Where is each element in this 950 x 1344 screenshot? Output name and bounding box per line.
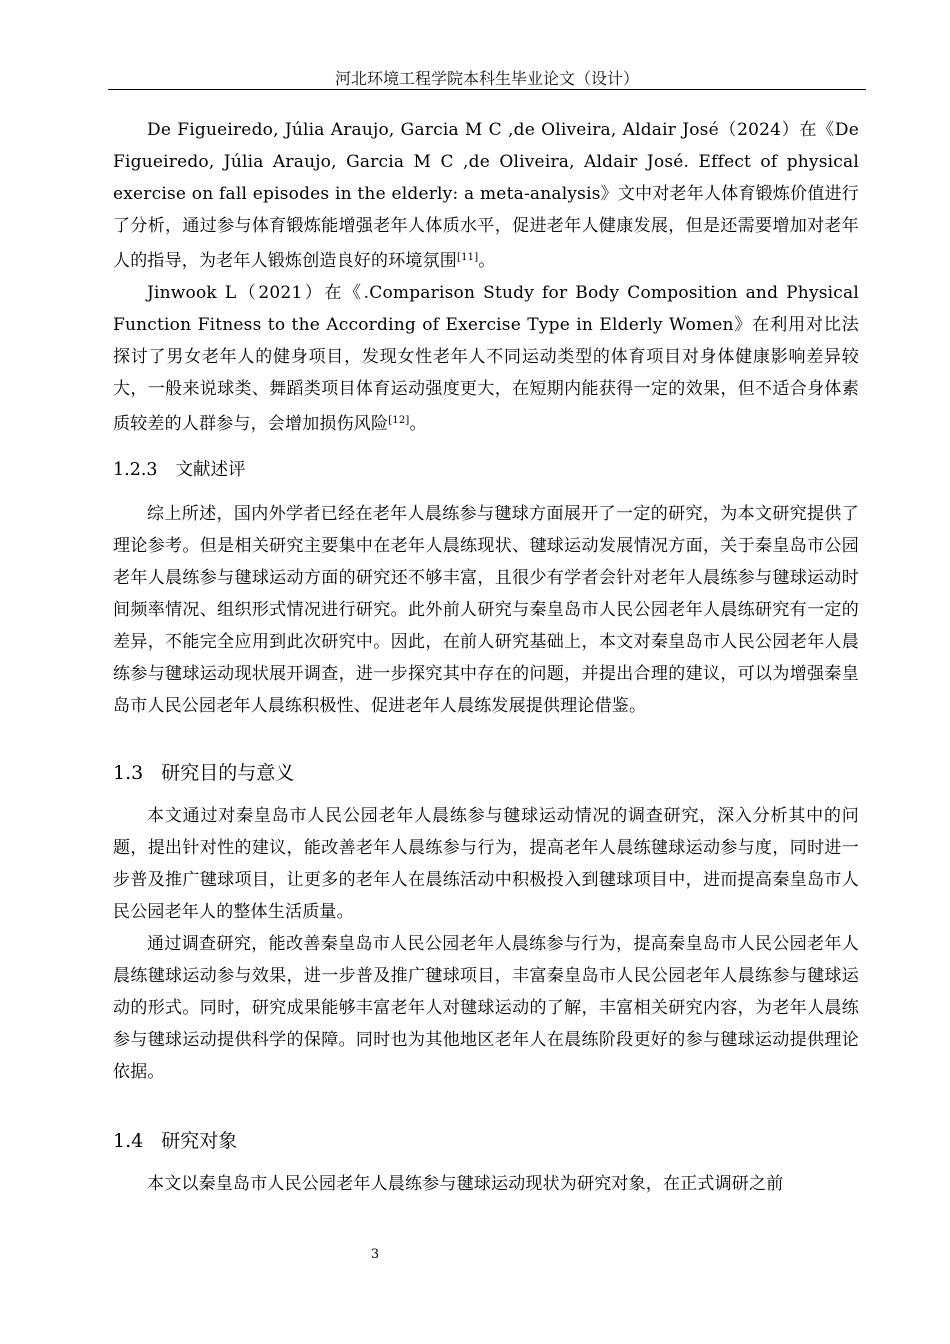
citation: [11] [457,252,479,263]
heading-1-2-3 [113,458,859,482]
paragraph-text: De Figueiredo, Júlia Araujo, Garcia M C ,de Oliveira, Aldair José（2024）在《De Figueiredo, Júlia Araujo, Garcia M C ,de Oliveira, Aldair José. Effect of physical exercise on fall episodes in the elderly: a meta-analysis》文中对老年人体育锻炼价值进行了分析，通过参与体育锻炼能增强老年人体质水平，促进老年人健康发展，但是还需要增加对老年人的指导，为老年人锻炼创造良好的环境氛围 [113,120,859,271]
heading-1-3 [113,760,859,786]
paragraph-end: 。 [409,414,427,434]
heading-number: 1.2.3 [113,460,158,480]
heading-number: 1.4 [113,1130,144,1152]
heading-title: 文献述评 [175,460,246,480]
paragraph-end: 。 [478,251,496,271]
heading-title: 研究目的与意义 [161,762,295,784]
heading-number: 1.3 [113,762,144,784]
page-number: 3 [370,1247,380,1262]
document-body [113,114,859,1200]
citation: [12] [388,415,410,426]
paragraph-purpose: 本文通过对秦皇岛市人民公园老年人晨练参与毽球运动情况的调查研究，深入分析其中的问题，提出针对性的建议，能改善老年人晨练参与行为，提高老年人晨练毽球运动参与度，同时进一步普及推广毽球项目，让更多的老年人在晨练活动中积极投入到毽球项目中，进而提高秦皇岛市人民公园老年人的整体生活质量。 [113,806,859,922]
paragraph-review: 综上所述，国内外学者已经在老年人晨练参与毽球方面展开了一定的研究，为本文研究提供了理论参考。但是相关研究主要集中在老年人晨练现状、毽球运动发展情况方面，关于秦皇岛市公园老年人晨练参与毽球运动方面的研究还不够丰富，且很少有学者会针对老年人晨练参与毽球运动时间频率情况、组织形式情况进行研究。此外前人研究与秦皇岛市人民公园老年人晨练研究有一定的差异，不能完全应用到此次研究中。因此，在前人研究基础上，本文对秦皇岛市人民公园老年人晨练参与毽球运动现状展开调查，进一步探究其中存在的问题，并提出合理的建议，可以为增强秦皇岛市人民公园老年人晨练积极性、促进老年人晨练发展提供理论借鉴。 [113,504,859,716]
paragraph-significance: 通过调查研究，能改善秦皇岛市人民公园老年人晨练参与行为，提高秦皇岛市人民公园老年人晨练毽球运动参与效果，进一步普及推广毽球项目，丰富秦皇岛市人民公园老年人晨练参与毽球运动的形式。同时，研究成果能够丰富老年人对毽球运动的了解，丰富相关研究内容，为老年人晨练参与毽球运动提供科学的保障。同时也为其他地区老年人在晨练阶段更好的参与毽球运动提供理论依据。 [113,934,859,1082]
page-header: 河北环境工程学院本科生毕业论文（设计） [334,69,639,88]
header-divider [108,89,866,90]
paragraph-text: Jinwook L（2021）在《.Comparison Study for Body Composition and Physical Function Fitness to the According of Exercise Type in Elderly Women》在利用对比法探讨了男女老年人的健身项目，发现女性老年人不同运动类型的体育项目对身体健康影响差异较大，一般来说球类、舞蹈类项目体育运动强度更大，在短期内能获得一定的效果，但不适合身体素质较差的人群参与，会增加损伤风险 [113,283,859,434]
paragraph-jinwook [113,277,859,440]
heading-title: 研究对象 [161,1130,238,1152]
paragraph-subject: 本文以秦皇岛市人民公园老年人晨练参与毽球运动现状为研究对象，在正式调研之前 [147,1174,784,1194]
paragraph-figueiredo [113,114,859,277]
heading-1-4 [113,1128,859,1154]
